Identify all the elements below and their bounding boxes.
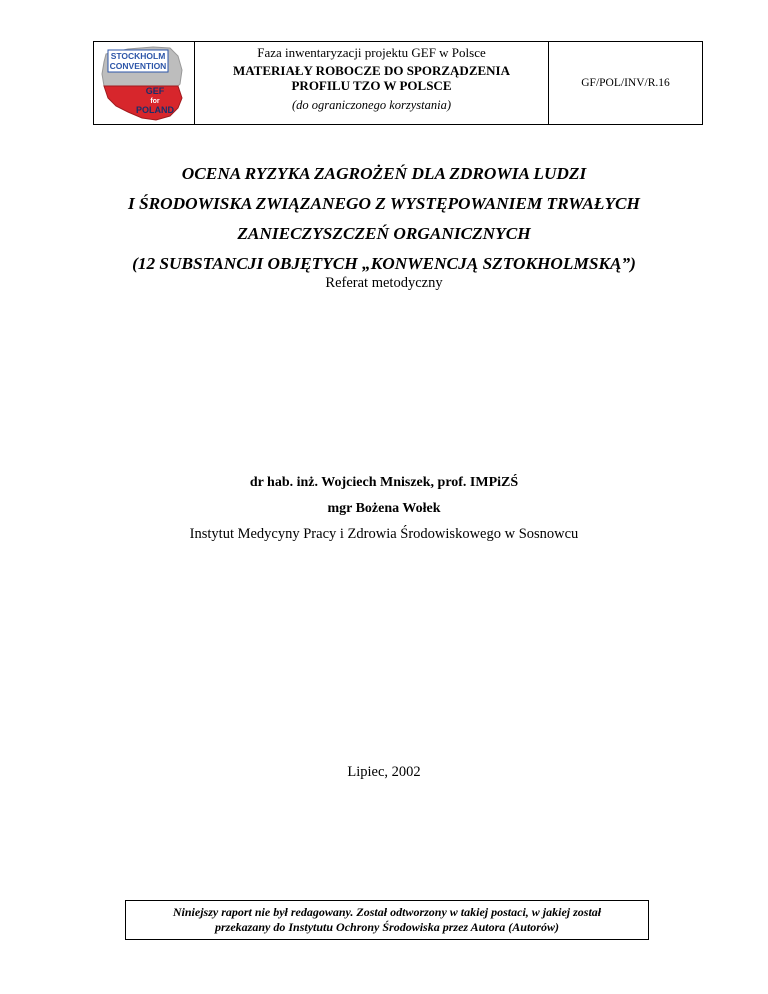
doc-code: GF/POL/INV/R.16 (581, 77, 670, 89)
title-line-4: (12 SUBSTANCJI OBJĘTYCH „KONWENCJĄ SZTOKHOLMSKĄ”) (132, 254, 636, 273)
logo-text-gef: GEF (145, 86, 165, 96)
project-phase: Faza inwentaryzacji projektu GEF w Polsce (257, 45, 486, 60)
logo-text-convention: CONVENTION (109, 61, 167, 71)
disclaimer-line-1: Niniejszy raport nie był redagowany. Został odtworzony w takiej postaci, w jakiej został (172, 905, 602, 919)
logo-text-for: for (150, 98, 160, 105)
stockholm-convention-logo (98, 44, 190, 122)
authors-block (40, 470, 728, 546)
logo-text-stockholm: STOCKHOLM (110, 51, 166, 61)
materials-line-1: MATERIAŁY ROBOCZE DO SPORZĄDZENIA (232, 63, 510, 78)
disclaimer-line-2: przekazany do Instytutu Ochrony Środowiska przez Autora (Autorów) (215, 920, 559, 934)
title-line-3: ZANIECZYSZCZEŃ ORGANICZNYCH (237, 224, 531, 243)
restricted-note: (do ograniczonego korzystania) (291, 98, 451, 112)
logo-text-poland: POLAND (136, 105, 174, 115)
header-title-cell (195, 42, 549, 124)
doc-code-cell (549, 42, 702, 124)
header-table (93, 41, 703, 125)
author-1: dr hab. inż. Wojciech Mniszek, prof. IMPiZŚ (249, 475, 519, 490)
disclaimer-box (125, 900, 649, 940)
subtitle: Referat metodyczny (325, 275, 443, 291)
title-line-2: I ŚRODOWISKA ZWIĄZANEGO Z WYSTĘPOWANIEM TRWAŁYCH (128, 194, 640, 213)
logo-cell (94, 42, 195, 124)
title-line-1: OCENA RYZYKA ZAGROŻEŃ DLA ZDROWIA LUDZI (181, 164, 587, 183)
institute: Instytut Medycyny Pracy i Zdrowia Środowiskowego w Sosnowcu (189, 526, 579, 542)
publication-date: Lipiec, 2002 (347, 764, 421, 780)
materials-line-2: PROFILU TZO W POLSCE (291, 78, 452, 93)
author-2: mgr Bożena Wołek (327, 501, 441, 516)
document-title (40, 159, 728, 279)
